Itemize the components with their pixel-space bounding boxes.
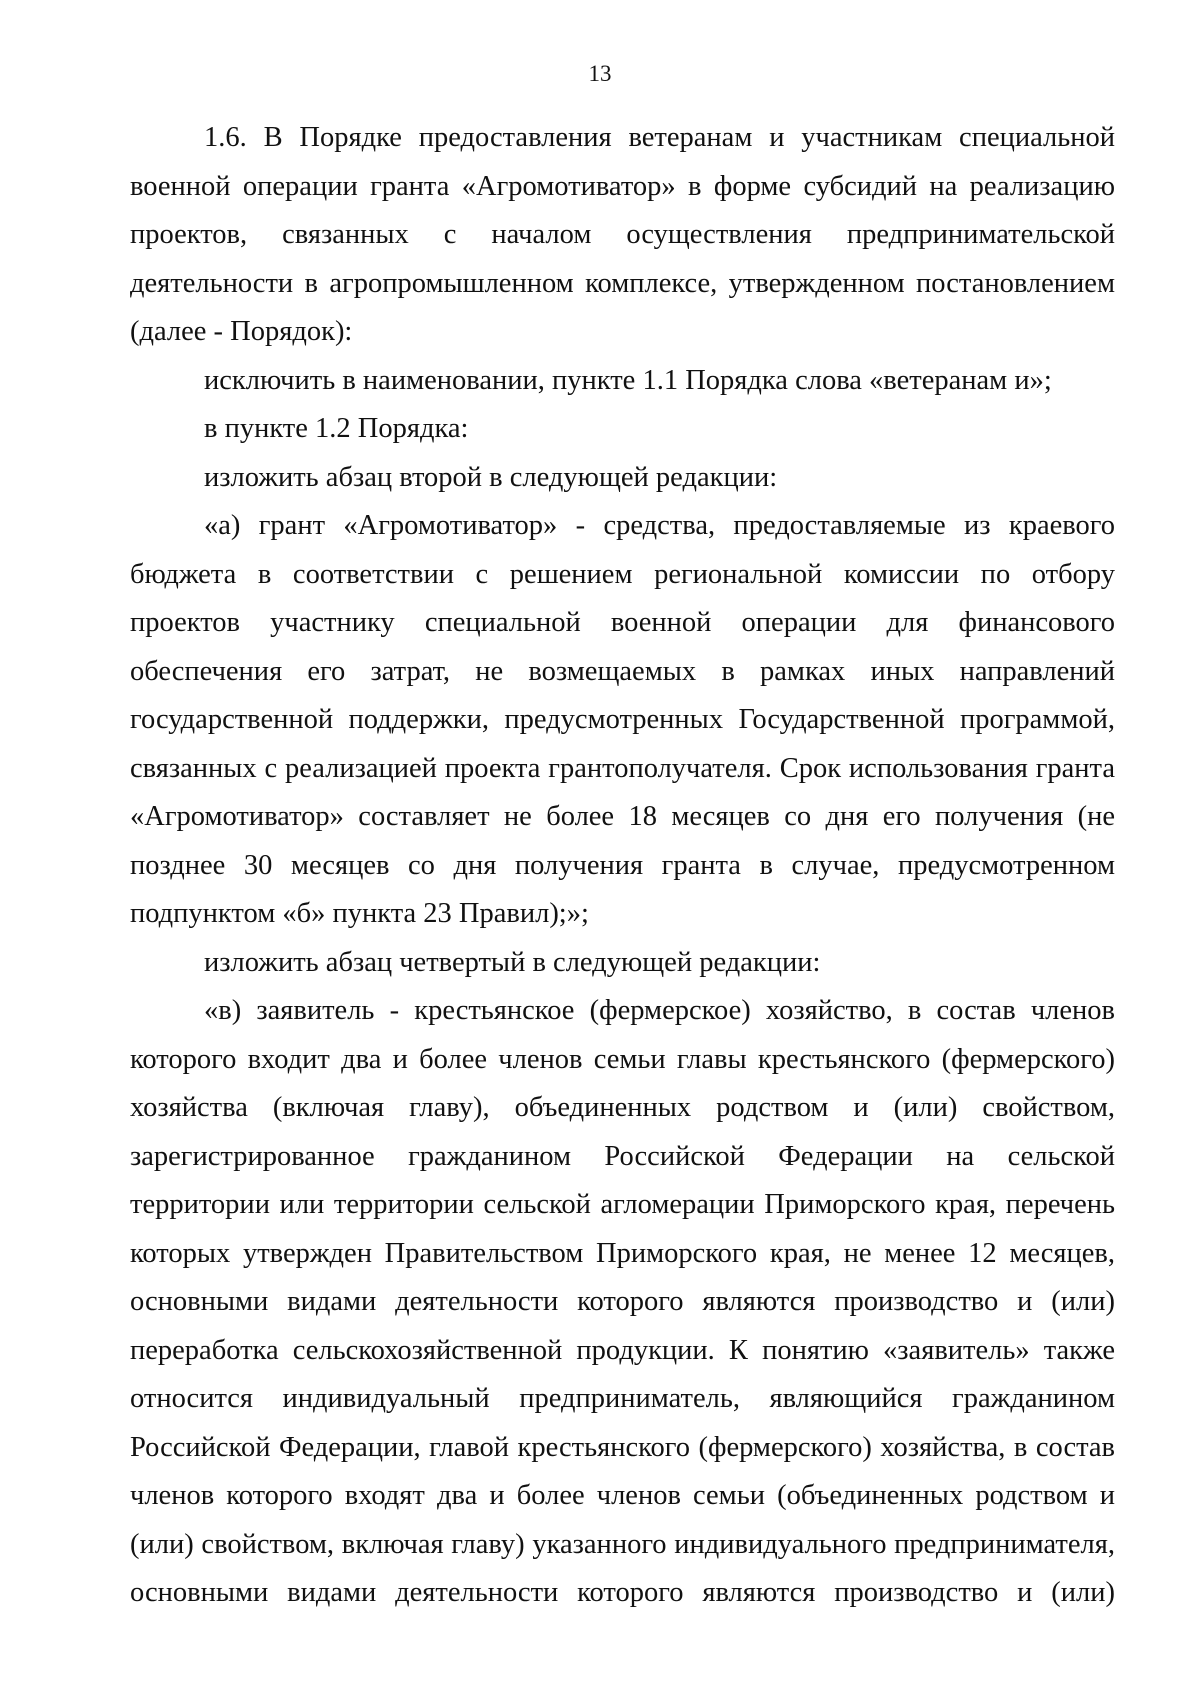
document-body (130, 114, 1115, 1618)
paragraph-exclude-words: исключить в наименовании, пункте 1.1 Порядка слова «ветеранам и»; (204, 364, 1052, 396)
paragraph-1-6: 1.6. В Порядке предоставления ветеранам и участникам специальной военной операции гранта «Агромотиватор» в форме субсидий на реализацию проектов, связанных с началом осуществления предпринимательской деятельности в агропромышленном комплексе, утвержденном постановлением (далее - Порядок): (130, 122, 1115, 347)
paragraph-applicant-definition: «в) заявитель - крестьянское (фермерское) хозяйство, в состав членов которого входит два и более членов семьи главы крестьянского (фермерского) хозяйства (включая главу), объединенных родством и (или) свойством, зарегистрированное гражданином Российской Федерации на сельской территории или территории сельской агломерации Приморского края, перечень которых утвержден Правительством Приморского края, не менее 12 месяцев, основными видами деятельности которого являются производство и (или) переработка сельскохозяйственной продукции. К понятию «заявитель» также относится индивидуальный предприниматель, являющийся гражданином Российской Федерации, главой крестьянского (фермерского) хозяйства, в состав членов которого входят два и более членов семьи (объединенных родством и (или) свойством, включая главу) указанного индивидуального предпринимателя, основными видами деятельности которого являются производство и (или) (130, 995, 1115, 1608)
paragraph-grant-definition: «а) грант «Агромотиватор» - средства, предоставляемые из краевого бюджета в соответствии с решением региональной комиссии по отбору проектов участнику специальной военной операции для финансового обеспечения его затрат, не возмещаемых в рамках иных направлений государственной поддержки, предусмотренных Государственной программой, связанных с реализацией проекта грантополучателя. Срок использования гранта «Агромотиватор» составляет не более 18 месяцев со дня его получения (не позднее 30 месяцев со дня получения гранта в случае, предусмотренном подпунктом «б» пункта 23 Правил);»; (130, 510, 1115, 929)
paragraph-fourth-abzac: изложить абзац четвертый в следующей редакции: (204, 946, 821, 978)
paragraph-second-abzac: изложить абзац второй в следующей редакции: (204, 461, 778, 493)
paragraph-point-1-2: в пункте 1.2 Порядка: (204, 413, 469, 444)
page-number: 13 (588, 61, 612, 86)
